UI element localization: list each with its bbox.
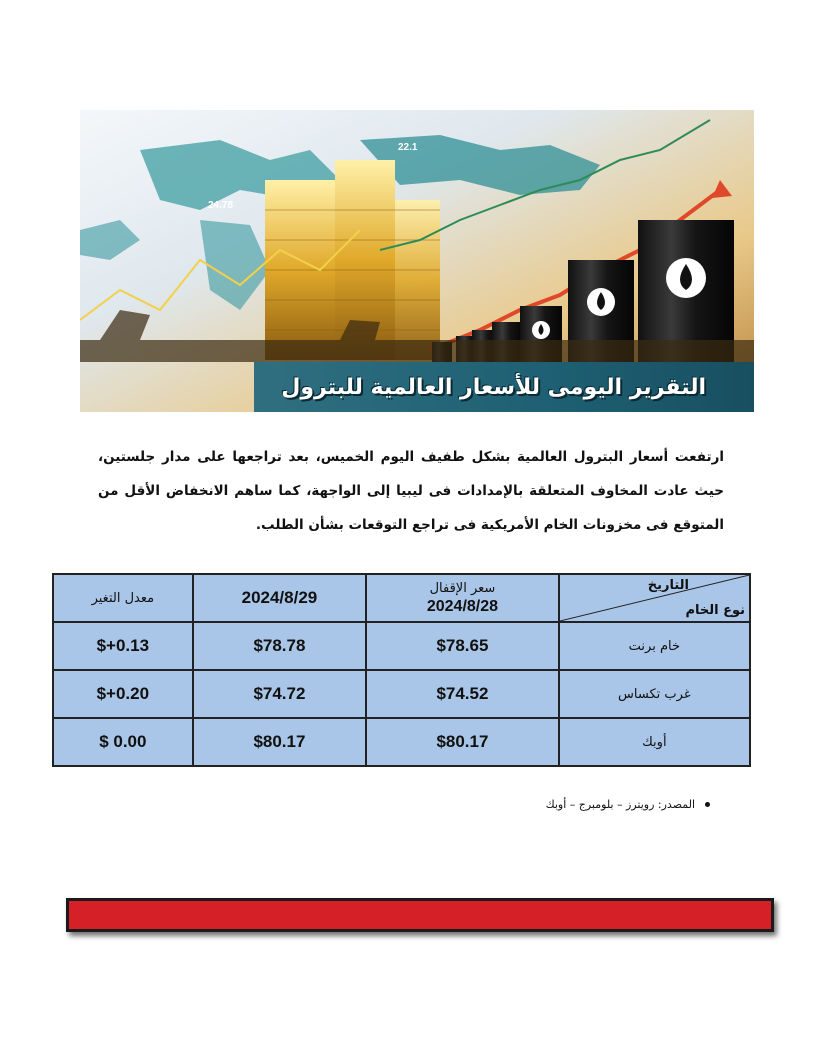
current-date-header: 2024/8/29 bbox=[193, 574, 367, 622]
corner-header-cell bbox=[559, 574, 750, 622]
change-header: معدل التغير bbox=[53, 574, 193, 622]
crude-type-cell: غرب تكساس bbox=[559, 670, 750, 718]
corner-type-label: نوع الخام bbox=[685, 603, 745, 618]
close-label: سعر الإقفال bbox=[429, 581, 496, 596]
change-cell: $+0.20 bbox=[53, 670, 193, 718]
close-header-cell bbox=[366, 574, 558, 622]
oil-prices-table bbox=[52, 573, 751, 767]
report-banner bbox=[80, 110, 754, 412]
corner-date-label: التاريخ bbox=[647, 578, 689, 593]
banner-title-bar bbox=[254, 362, 754, 412]
current-price-cell: $80.17 bbox=[193, 718, 367, 766]
intro-paragraph: ارتفعت أسعار البترول العالمية بشكل طفيف اليوم الخميس، بعد تراجعها على مدار جلستين، حيث عادت المخاوف المتعلقة بالإمدادات فى ليبيا إلى الواجهة، كما ساهم الانخفاض الأقل من المتوقع فى مخزونات الخام الأمريكية فى تراجع التوقعات بشأن الطلب. bbox=[98, 449, 724, 533]
price-tag-left: 24.78 bbox=[208, 200, 234, 211]
table-header-row bbox=[53, 574, 750, 622]
close-price-cell: $80.17 bbox=[366, 718, 558, 766]
crude-type-cell: أوبك bbox=[559, 718, 750, 766]
table-row bbox=[53, 622, 750, 670]
table-row bbox=[53, 718, 750, 766]
current-price-cell: $74.72 bbox=[193, 670, 367, 718]
table-row bbox=[53, 670, 750, 718]
source-text: المصدر: رويترز – بلومبرج – أوبك bbox=[545, 798, 695, 811]
banner-title: التقرير اليومى للأسعار العالمية للبترول bbox=[281, 374, 706, 400]
close-price-cell: $74.52 bbox=[366, 670, 558, 718]
change-cell: $ 0.00 bbox=[53, 718, 193, 766]
close-date: 2024/8/28 bbox=[426, 598, 499, 615]
close-price-cell: $78.65 bbox=[366, 622, 558, 670]
red-divider-bar bbox=[66, 898, 774, 932]
change-cell: $+0.13 bbox=[53, 622, 193, 670]
current-price-cell: $78.78 bbox=[193, 622, 367, 670]
price-tag-top: 22.1 bbox=[398, 142, 418, 153]
coin-stack-3 bbox=[395, 200, 440, 360]
source-note bbox=[500, 798, 710, 811]
bullet-icon bbox=[705, 802, 710, 807]
crude-type-cell: خام برنت bbox=[559, 622, 750, 670]
